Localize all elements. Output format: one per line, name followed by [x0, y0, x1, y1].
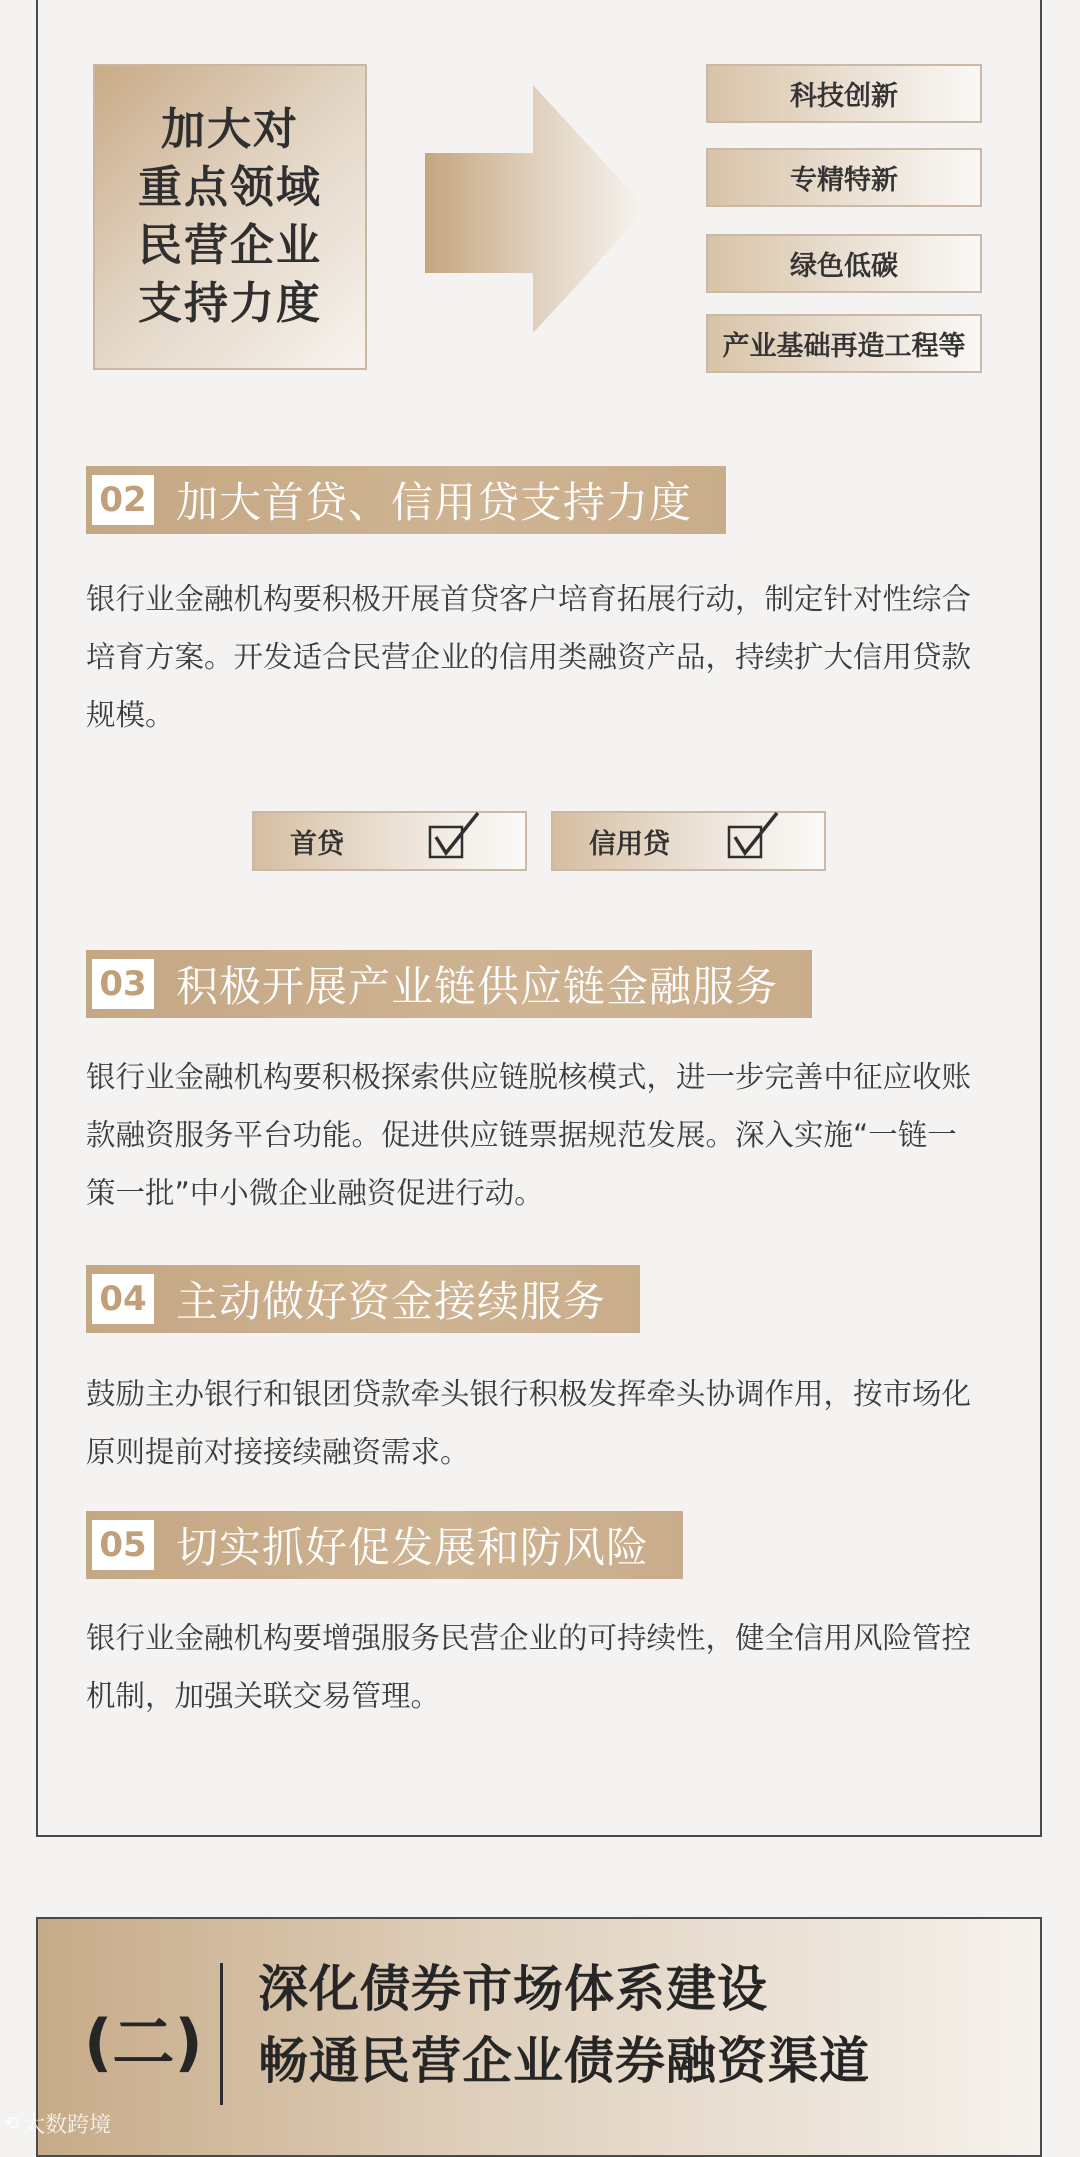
section-text: 银行业金融机构要增强服务民营企业的可持续性，健全信用风险管控机制，加强关联交易管理。 — [86, 1621, 972, 1713]
section-heading — [86, 1511, 683, 1579]
section-number: 02 — [92, 475, 154, 525]
check-label: 信用贷 — [589, 828, 670, 860]
check-label: 首贷 — [290, 828, 344, 860]
tag-green: 绿色低碳 — [706, 234, 982, 293]
chapter-banner — [36, 1917, 1042, 2157]
section-heading — [86, 1265, 640, 1333]
section-title: 主动做好资金接续服务 — [176, 1277, 607, 1326]
section-text: 银行业金融机构要积极探索供应链脱核模式，进一步完善中征应收账款融资服务平台功能。促进供应链票据规范发展。深入实施“一链一策一批”中小微企业融资促进行动。 — [86, 1060, 972, 1210]
tag-industrial: 产业基础再造工程等 — [706, 314, 982, 373]
check-item — [551, 811, 826, 871]
section-heading — [86, 950, 812, 1018]
checkmark-icon — [426, 807, 486, 867]
watermark-text: 大数跨境 — [23, 2112, 112, 2138]
section-heading — [86, 466, 726, 534]
brand-logo-icon: ⟲ — [4, 2112, 20, 2134]
tag-tech-innovation: 科技创新 — [706, 64, 982, 123]
chapter-index: (二) — [84, 2005, 203, 2079]
chapter-title-line: 畅通民营企业债券融资渠道 — [258, 2032, 870, 2090]
section-text: 鼓励主办银行和银团贷款牵头银行积极发挥牵头协调作用，按市场化原则提前对接接续融资需求。 — [86, 1377, 972, 1469]
section-title: 积极开展产业链供应链金融服务 — [176, 962, 779, 1011]
section-text: 银行业金融机构要积极开展首贷客户培育拓展行动，制定针对性综合培育方案。开发适合民营企业的信用类融资产品，持续扩大信用贷款规模。 — [86, 582, 972, 732]
section-number: 04 — [92, 1274, 154, 1324]
focus-line: 重点领域 — [138, 162, 322, 213]
section-title: 切实抓好促发展和防风险 — [176, 1523, 650, 1572]
chapter-title — [258, 1953, 870, 2097]
watermark — [4, 2108, 111, 2138]
focus-line: 支持力度 — [138, 278, 322, 329]
divider — [220, 1963, 223, 2105]
section-number: 03 — [92, 959, 154, 1009]
chapter-title-line: 深化债券市场体系建设 — [258, 1960, 768, 2018]
checkmark-icon — [725, 807, 785, 867]
section-number: 05 — [92, 1520, 154, 1570]
focus-line: 民营企业 — [138, 220, 322, 271]
focus-line: 加大对 — [161, 104, 299, 155]
tag-specialized: 专精特新 — [706, 148, 982, 207]
section-title: 加大首贷、信用贷支持力度 — [176, 478, 693, 527]
right-arrow-icon — [425, 85, 647, 391]
focus-box — [93, 64, 367, 370]
check-item — [252, 811, 527, 871]
